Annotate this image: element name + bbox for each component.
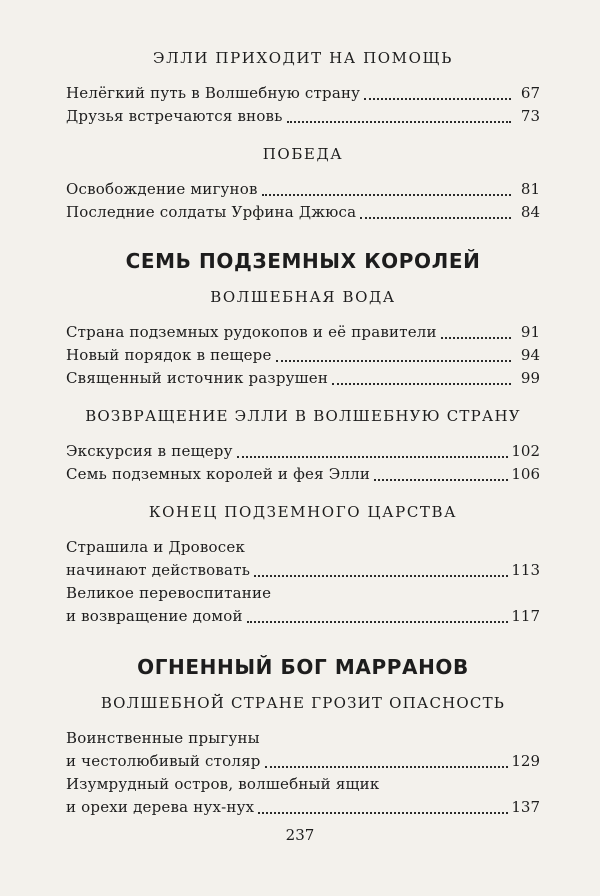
entry-page: 129 <box>511 752 540 770</box>
dot-leader <box>258 811 508 814</box>
entry-title: и возвращение домой <box>66 607 243 625</box>
entry-page: 99 <box>520 369 540 387</box>
entry-title: Последние солдаты Урфина Джюса <box>66 203 357 221</box>
toc-entry <box>66 344 540 367</box>
entry-title: Освобождение мигунов <box>66 180 258 198</box>
entry-page: 81 <box>520 180 540 198</box>
dot-leader <box>254 574 508 577</box>
dot-leader <box>247 620 509 623</box>
toc-entry <box>66 321 540 344</box>
section-heading: ПОБЕДА <box>262 145 344 163</box>
dot-leader <box>374 478 508 481</box>
entry-title: Новый порядок в пещере <box>66 346 272 364</box>
entry-title-line: Страшила и Дровосек <box>66 538 246 556</box>
toc-entry <box>66 796 540 819</box>
dot-leader <box>276 359 511 362</box>
entry-title-line: Великое перевоспитание <box>66 584 272 602</box>
toc-entry <box>66 605 540 628</box>
toc-entry <box>66 463 540 486</box>
section-heading: ВОЗВРАЩЕНИЕ ЭЛЛИ В ВОЛШЕБНУЮ СТРАНУ <box>85 407 521 425</box>
dot-leader <box>332 382 511 385</box>
dot-leader <box>265 765 509 768</box>
entry-page: 73 <box>520 107 540 125</box>
entry-page: 94 <box>520 346 540 364</box>
entry-page: 117 <box>511 607 540 625</box>
entry-title: и честолюбивый столяр <box>66 752 261 770</box>
book-title: ОГНЕННЫЙ БОГ МАРРАНОВ <box>137 655 469 679</box>
dot-leader <box>364 97 511 100</box>
toc-entry <box>66 178 540 201</box>
dot-leader <box>441 336 511 339</box>
entry-page: 137 <box>511 798 540 816</box>
entry-title-line: Изумрудный остров, волшебный ящик <box>66 775 380 793</box>
dot-leader <box>360 216 511 219</box>
section-heading: ЭЛЛИ ПРИХОДИТ НА ПОМОЩЬ <box>153 49 453 67</box>
entry-page: 67 <box>520 84 540 102</box>
entry-title: и орехи дерева нух-нух <box>66 798 255 816</box>
entry-title: Семь подземных королей и фея Элли <box>66 465 371 483</box>
toc-entry <box>66 750 540 773</box>
toc-entry <box>66 105 540 128</box>
dot-leader <box>262 193 511 196</box>
entry-title-line: Воинственные прыгуны <box>66 729 260 747</box>
entry-title: Друзья встречаются вновь <box>66 107 283 125</box>
toc-entry <box>66 559 540 582</box>
entry-page: 84 <box>520 203 540 221</box>
entry-title: Страна подземных рудокопов и её правители <box>66 323 437 341</box>
dot-leader <box>237 455 509 458</box>
entry-title: Нелёгкий путь в Волшебную страну <box>66 84 361 102</box>
entry-page: 102 <box>511 442 540 460</box>
toc-entry <box>66 201 540 224</box>
entry-page: 91 <box>520 323 540 341</box>
section-heading: КОНЕЦ ПОДЗЕМНОГО ЦАРСТВА <box>148 503 458 521</box>
toc-entry <box>66 367 540 390</box>
entry-title: начинают действовать <box>66 561 251 579</box>
toc-entry <box>66 82 540 105</box>
toc-entry <box>66 440 540 463</box>
dot-leader <box>287 120 511 123</box>
entry-title: Экскурсия в пещеру <box>66 442 233 460</box>
entry-title: Священный источник разрушен <box>66 369 329 387</box>
section-heading: ВОЛШЕБНОЙ СТРАНЕ ГРОЗИТ ОПАСНОСТЬ <box>100 694 506 712</box>
book-title: СЕМЬ ПОДЗЕМНЫХ КОРОЛЕЙ <box>125 249 481 273</box>
section-heading: ВОЛШЕБНАЯ ВОДА <box>210 288 396 306</box>
entry-page: 106 <box>511 465 540 483</box>
entry-page: 113 <box>511 561 540 579</box>
page-number: 237 <box>285 826 315 844</box>
